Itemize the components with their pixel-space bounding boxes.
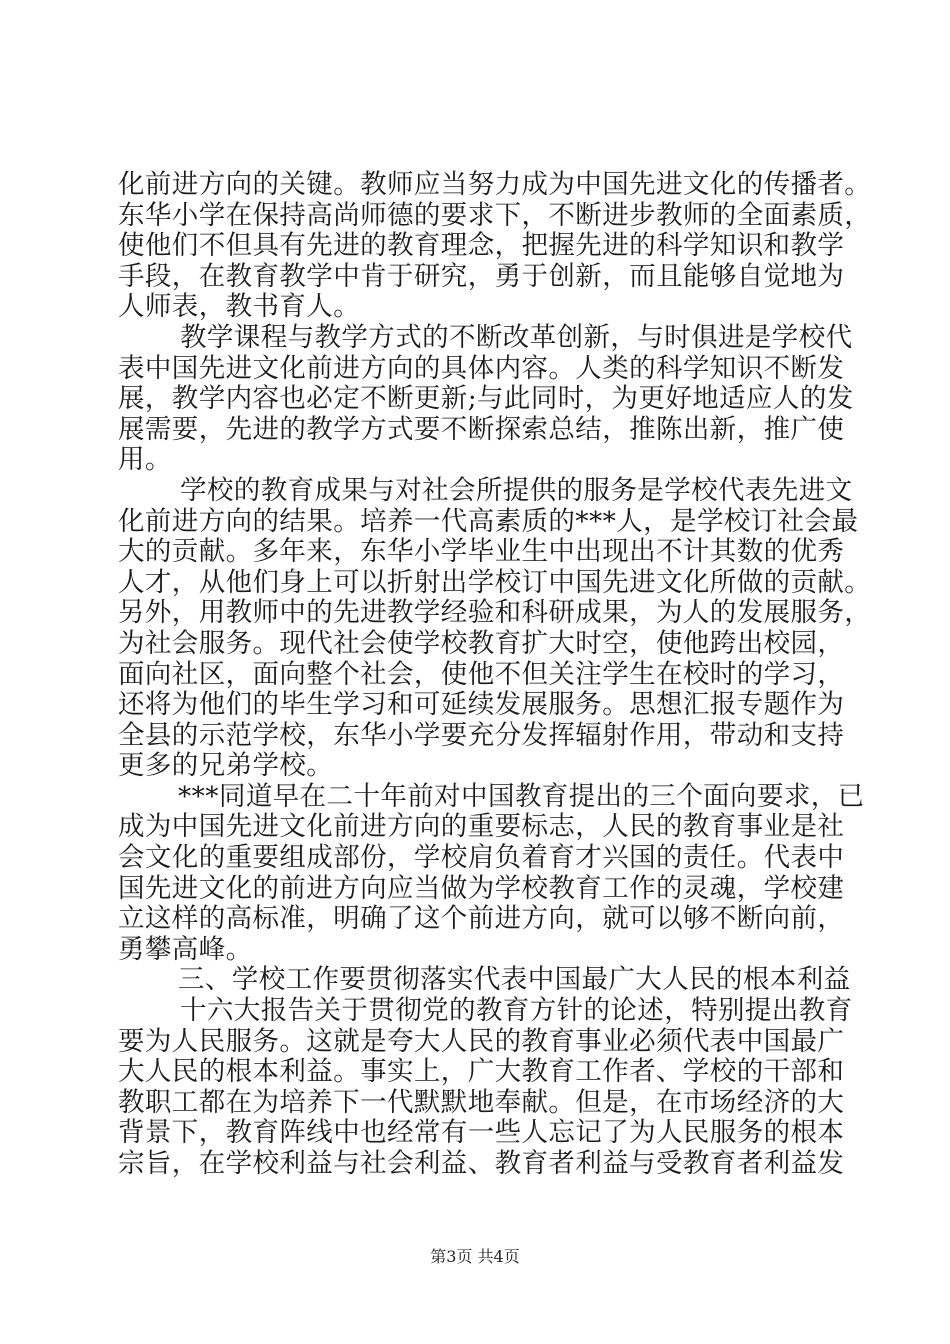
text-line: 化前进方向的关键。教师应当努力成为中国先进文化的传播者。 bbox=[118, 169, 872, 200]
text-line: 展，教学内容也必定不断更新;与此同时，为更好地适应人的发 bbox=[118, 383, 854, 415]
text-line: 东华小学在保持高尚师德的要求下，不断进步教师的全面素质， bbox=[118, 199, 872, 231]
text-line: 全县的示范学校，东华小学要充分发挥辐射作用，带动和支持 bbox=[118, 719, 845, 751]
text-line: 手段，在教育教学中肯于研究，勇于创新，而且能够自觉地为 bbox=[118, 260, 845, 292]
text-line: 勇攀高峰。 bbox=[118, 933, 253, 965]
document-body bbox=[118, 169, 872, 1180]
text-line: 更多的兄弟学校。 bbox=[118, 750, 334, 782]
text-line: 三、学校工作要贯彻落实代表中国最广大人民的根本利益 bbox=[178, 964, 851, 996]
text-line: 十六大报告关于贯彻党的教育方针的论述，特别提出教育 bbox=[180, 995, 853, 1027]
text-line: ***同道早在二十年前对中国教育提出的三个面向要求，已 bbox=[178, 780, 865, 812]
text-line: 为社会服务。现代社会使学校教育扩大时空，使他跨出校园， bbox=[118, 627, 845, 659]
text-line: 面向社区，面向整个社会，使他不但关注学生在校时的学习， bbox=[118, 658, 845, 690]
text-line: 会文化的重要组成部份，学校肩负着育才兴国的责任。代表中 bbox=[118, 842, 845, 874]
text-line: 国先进文化的前进方向应当做为学校教育工作的灵魂，学校建 bbox=[118, 872, 845, 904]
text-line: 背景下，教育阵线中也经常有一些人忘记了为人民服务的根本 bbox=[118, 1117, 845, 1149]
text-line: 另外，用教师中的先进教学经验和科研成果，为人的发展服务， bbox=[118, 597, 872, 629]
text-line: 人才，从他们身上可以折射出学校订中国先进文化所做的贡献。 bbox=[118, 566, 872, 598]
text-line: 大人民的根本利益。事实上，广大教育工作者、学校的干部和 bbox=[118, 1056, 845, 1088]
text-line: 教职工都在为培养下一代默默地奉献。但是，在市场经济的大 bbox=[118, 1086, 845, 1118]
text-line: 化前进方向的结果。培养一代高素质的***人，是学校订社会最 bbox=[118, 505, 859, 537]
text-line: 大的贡献。多年来，东华小学毕业生中出现出不计其数的优秀 bbox=[118, 536, 845, 568]
text-line: 使他们不但具有先进的教育理念，把握先进的科学知识和教学 bbox=[118, 230, 845, 262]
text-line: 人师表，教书育人。 bbox=[118, 291, 361, 323]
text-line: 用。 bbox=[118, 444, 172, 476]
text-line: 还将为他们的毕生学习和可延续发展服务。思想汇报专题作为 bbox=[118, 689, 845, 721]
text-line: 成为中国先进文化前进方向的重要标志，人民的教育事业是社 bbox=[118, 811, 845, 843]
text-line: 表中国先进文化前进方向的具体内容。人类的科学知识不断发 bbox=[118, 352, 845, 384]
text-line: 宗旨，在学校利益与社会利益、教育者利益与受教育者利益发 bbox=[118, 1148, 845, 1179]
text-line: 立这样的高标准，明确了这个前进方向，就可以够不断向前， bbox=[118, 903, 845, 935]
text-line: 教学课程与教学方式的不断改革创新，与时俱进是学校代 bbox=[180, 321, 853, 353]
page-footer: 第3页 共4页 bbox=[430, 1247, 520, 1266]
text-line: 学校的教育成果与对社会所提供的服务是学校代表先进文 bbox=[180, 474, 853, 506]
text-line: 展需要，先进的教学方式要不断探索总结，推陈出新，推广使 bbox=[118, 413, 845, 445]
text-line: 要为人民服务。这就是夸大人民的教育事业必须代表中国最广 bbox=[118, 1025, 845, 1057]
